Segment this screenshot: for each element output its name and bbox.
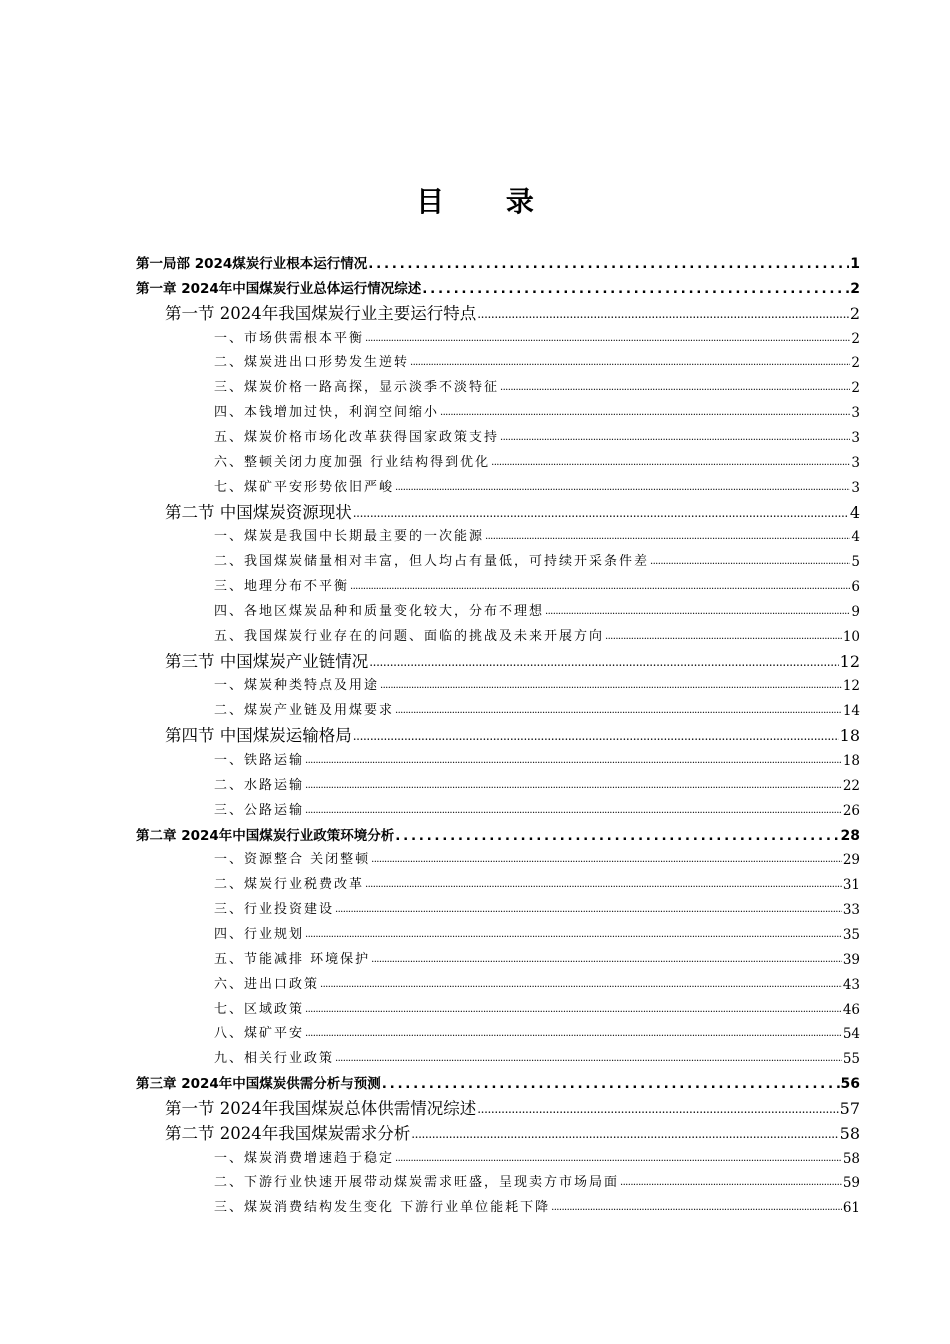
toc-item-entry[interactable]	[214, 923, 860, 947]
toc-page-number: 3	[851, 479, 860, 496]
toc-dot-leader	[545, 599, 850, 624]
toc-item-entry[interactable]	[214, 1022, 860, 1046]
toc-entry-label: 第二节 中国煤炭资源现状	[165, 502, 352, 522]
toc-entry-label: 四、本钱增加过快，利润空间缩小	[214, 405, 440, 421]
toc-page-number: 54	[842, 1026, 860, 1043]
toc-page-number: 3	[851, 429, 860, 446]
toc-entry-label: 七、煤矿平安形势依旧严峻	[214, 479, 395, 495]
toc-page-number: 12	[839, 651, 860, 671]
toc-page-number: 3	[851, 405, 860, 422]
toc-section-entry[interactable]	[165, 1097, 860, 1121]
toc-item-entry[interactable]	[214, 699, 860, 723]
toc-dot-leader	[365, 326, 850, 351]
toc-dot-leader	[491, 450, 850, 475]
toc-entry-label: 六、进出口政策	[214, 976, 320, 992]
toc-item-entry[interactable]	[214, 401, 860, 425]
toc-item-entry[interactable]	[214, 550, 860, 574]
toc-section-entry[interactable]	[165, 1122, 860, 1146]
toc-item-entry[interactable]	[214, 376, 860, 400]
toc-item-entry[interactable]	[214, 774, 860, 798]
toc-dot-leader	[440, 400, 850, 425]
toc-entry-label: 五、我国煤炭行业存在的问题、面临的挑战及未来开展方向	[214, 628, 605, 644]
toc-page-number: 46	[842, 1001, 860, 1018]
toc-entry-label: 二、煤炭产业链及用煤要求	[214, 703, 395, 719]
toc-entry-label: 四、各地区煤炭品种和质量变化较大，分布不理想	[214, 603, 545, 619]
toc-dot-leader	[477, 301, 849, 326]
toc-entry-label: 第一节 2024年我国煤炭总体供需情况综述	[165, 1098, 477, 1118]
toc-dot-leader	[650, 549, 850, 574]
toc-dot-leader	[305, 1021, 842, 1046]
toc-page-number: 9	[851, 603, 860, 620]
toc-dot-leader	[395, 475, 850, 500]
toc-entry-label: 第一局部 2024煤炭行业根本运行情况	[136, 256, 368, 272]
toc-section-entry[interactable]	[165, 724, 860, 748]
toc-dot-leader	[382, 1072, 840, 1096]
toc-page-number: 56	[840, 1076, 860, 1093]
toc-item-entry[interactable]	[214, 998, 860, 1022]
toc-entry-label: 四、行业规划	[214, 926, 305, 942]
toc-page-number: 14	[842, 703, 860, 720]
toc-entry-label: 三、地理分布不平衡	[214, 579, 350, 595]
toc-item-entry[interactable]	[214, 674, 860, 698]
toc-entry-label: 三、行业投资建设	[214, 902, 335, 918]
toc-dot-leader	[305, 773, 842, 798]
toc-page-number: 58	[842, 1150, 860, 1167]
toc-page-number: 31	[842, 877, 860, 894]
toc-item-entry[interactable]	[214, 625, 860, 649]
toc-page-number: 58	[839, 1123, 860, 1143]
toc-item-entry[interactable]	[214, 327, 860, 351]
toc-item-entry[interactable]	[214, 848, 860, 872]
toc-section-entry[interactable]	[165, 501, 860, 525]
toc-entry-label: 六、整顿关闭力度加强 行业结构得到优化	[214, 454, 491, 470]
toc-item-entry[interactable]	[214, 1171, 860, 1195]
toc-dot-leader	[411, 1121, 838, 1146]
toc-item-entry[interactable]	[214, 476, 860, 500]
toc-entry-label: 第一节 2024年我国煤炭行业主要运行特点	[165, 303, 477, 323]
toc-dot-leader	[350, 574, 850, 599]
toc-entry-label: 三、煤炭价格一路高探，显示淡季不淡特征	[214, 380, 500, 396]
toc-dot-leader	[305, 798, 842, 823]
toc-page-number: 18	[839, 726, 860, 746]
toc-item-entry[interactable]	[214, 600, 860, 624]
toc-dot-leader	[500, 375, 850, 400]
toc-dot-leader	[369, 649, 838, 674]
toc-entry-label: 一、市场供需根本平衡	[214, 330, 365, 346]
toc-page-number: 33	[842, 902, 860, 919]
toc-dot-leader	[395, 824, 839, 848]
toc-dot-leader	[365, 872, 842, 897]
toc-item-entry[interactable]	[214, 948, 860, 972]
page-title: 目 录	[416, 185, 560, 218]
toc-dot-leader	[395, 1146, 842, 1171]
toc-dot-leader	[422, 277, 849, 301]
toc-entry-label: 三、公路运输	[214, 802, 305, 818]
toc-entry-label: 二、煤炭行业税费改革	[214, 877, 365, 893]
toc-section-entry[interactable]	[165, 302, 860, 326]
toc-page-number: 26	[842, 802, 860, 819]
toc-dot-leader	[335, 1046, 842, 1071]
toc-chapter-entry[interactable]	[136, 1072, 860, 1096]
toc-chapter-entry[interactable]	[136, 252, 860, 276]
toc-item-entry[interactable]	[214, 749, 860, 773]
toc-entry-label: 一、资源整合 关闭整顿	[214, 852, 371, 868]
toc-entry-label: 第三节 中国煤炭产业链情况	[165, 651, 369, 671]
toc-entry-label: 二、煤炭进出口形势发生逆转	[214, 355, 410, 371]
toc-entry-label: 二、水路运输	[214, 777, 305, 793]
toc-chapter-entry[interactable]	[136, 824, 860, 848]
toc-dot-leader	[551, 1195, 842, 1220]
toc-page-number: 18	[842, 753, 860, 769]
toc-dot-leader	[335, 897, 842, 922]
toc-dot-leader	[485, 524, 850, 549]
toc-page-number: 61	[842, 1200, 860, 1217]
toc-page-number: 59	[842, 1175, 860, 1192]
toc-entry-label: 第一章 2024年中国煤炭行业总体运行情况综述	[136, 280, 422, 297]
toc-entry-label: 一、煤炭是我国中长期最主要的一次能源	[214, 529, 485, 545]
toc-dot-leader	[305, 748, 842, 773]
toc-section-entry[interactable]	[165, 650, 860, 674]
toc-entry-label: 第二节 2024年我国煤炭需求分析	[165, 1123, 411, 1143]
toc-page-number: 2	[851, 330, 860, 347]
toc-item-entry[interactable]	[214, 525, 860, 549]
toc-dot-leader	[320, 972, 842, 997]
toc-entry-label: 第四节 中国煤炭运输格局	[165, 726, 352, 746]
toc-chapter-entry[interactable]	[136, 277, 860, 301]
toc-dot-leader	[371, 847, 842, 872]
toc-page-number: 6	[851, 579, 860, 596]
toc-entry-label: 一、铁路运输	[214, 753, 305, 768]
toc-entry-label: 第二章 2024年中国煤炭行业政策环境分析	[136, 827, 395, 844]
toc-page-number: 39	[842, 951, 860, 968]
toc-item-entry[interactable]	[214, 1047, 860, 1071]
toc-page-number: 10	[842, 628, 860, 645]
toc-dot-leader	[353, 500, 849, 525]
toc-entry-label: 八、煤矿平安	[214, 1026, 305, 1042]
toc-entry-label: 一、煤炭种类特点及用途	[214, 678, 380, 694]
toc-entry-label: 二、我国煤炭储量相对丰富，但人均占有量低，可持续开采条件差	[214, 554, 650, 570]
toc-dot-leader	[620, 1170, 842, 1195]
toc-page-number: 22	[842, 777, 860, 794]
toc-page-number: 43	[842, 976, 860, 993]
toc-page-number: 2	[851, 355, 860, 372]
toc-item-entry[interactable]	[214, 351, 860, 375]
toc-item-entry[interactable]	[214, 451, 860, 475]
toc-page-number: 29	[842, 852, 860, 869]
toc-dot-leader	[305, 997, 842, 1022]
toc-item-entry[interactable]	[214, 575, 860, 599]
toc-item-entry[interactable]	[214, 1147, 860, 1171]
toc-dot-leader	[371, 947, 842, 972]
toc-entry-label: 一、煤炭消费增速趋于稳定	[214, 1150, 395, 1166]
toc-dot-leader	[410, 350, 850, 375]
toc-entry-label: 五、节能减排 环境保护	[214, 951, 371, 967]
toc-page-number: 4	[851, 529, 860, 546]
toc-dot-leader	[477, 1096, 838, 1121]
toc-page-number: 2	[851, 380, 860, 397]
toc-dot-leader	[500, 425, 850, 450]
toc-dot-leader	[305, 922, 842, 947]
toc-page-number: 5	[851, 554, 860, 571]
toc-item-entry[interactable]	[214, 799, 860, 823]
toc-page-number: 57	[839, 1098, 860, 1118]
toc-item-entry[interactable]	[214, 973, 860, 997]
toc-entry-label: 七、区域政策	[214, 1001, 305, 1017]
toc-page-number: 4	[849, 502, 860, 522]
toc-dot-leader	[380, 673, 842, 698]
toc-entry-label: 五、煤炭价格市场化改革获得国家政策支持	[214, 429, 500, 445]
toc-dot-leader	[353, 723, 839, 748]
toc-item-entry[interactable]	[214, 426, 860, 450]
toc-page-number: 3	[851, 454, 860, 471]
toc-page-number: 1	[850, 256, 860, 272]
toc-item-entry[interactable]	[214, 873, 860, 897]
toc-page-number: 55	[842, 1051, 860, 1068]
toc-item-entry[interactable]	[214, 898, 860, 922]
toc-entry-label: 九、相关行业政策	[214, 1051, 335, 1067]
toc-entry-label: 三、煤炭消费结构发生变化 下游行业单位能耗下降	[214, 1200, 551, 1216]
toc-item-entry[interactable]	[214, 1196, 860, 1220]
toc-entry-label: 二、下游行业快速开展带动煤炭需求旺盛，呈现卖方市场局面	[214, 1175, 620, 1191]
toc-dot-leader	[605, 624, 842, 649]
toc-page-number: 2	[850, 280, 860, 297]
toc-page-number: 2	[849, 303, 860, 323]
toc-page-number: 28	[840, 827, 860, 844]
toc-entry-label: 第三章 2024年中国煤炭供需分析与预测	[136, 1076, 381, 1093]
toc-page-number: 35	[842, 926, 860, 943]
toc-page-number: 12	[842, 678, 860, 695]
toc-dot-leader	[368, 252, 849, 276]
toc-dot-leader	[395, 698, 842, 723]
